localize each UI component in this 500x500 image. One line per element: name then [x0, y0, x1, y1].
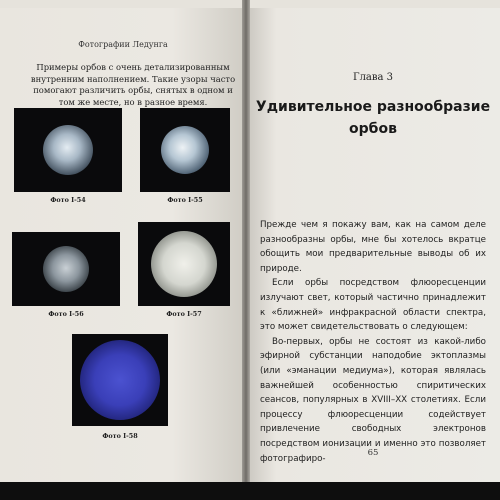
chapter-title — [246, 96, 500, 140]
paragraph: Прежде чем я покажу вам, как на самом деле разнообразны орбы, мне бы хотелось вкратце обощить мои предварительные выводы об их природе. — [260, 220, 486, 274]
orb-photo-56 — [12, 232, 120, 306]
photo-caption: Примеры орбов с очень детализированным внутренним наполнением. Такие узоры часто помогают различить орбы, снятых в одном и том же месте, но в разное время. — [30, 62, 236, 107]
orb-image — [161, 126, 209, 174]
photo-label-57: Фото I-57 — [166, 310, 202, 318]
chapter-title-line-2: орбов — [349, 121, 397, 137]
table-shadow — [0, 482, 500, 500]
paragraph: Если орбы посредством флюоресценции излучают свет, который частично принадлежит к «ближней» инфракрасной области спектра, это может свидетельствовать о следующем: — [260, 278, 486, 333]
orb-photo-54 — [14, 108, 122, 192]
paragraph: Во-первых, орбы не состоят из какой-либо эфирной субстанции наподобие эктоплазмы (или «эманации медиума»), которая являлась важнейшей особенностью спиритических сеансов, популярных в XVIII–XX столетиях. Если процессу флюоресценции содействует привлечение свободных электронов посредством ионизации и именно это позволяет фотографиро- — [260, 336, 486, 464]
orb-image — [80, 340, 160, 420]
orb-photo-55 — [140, 108, 230, 192]
chapter-number: Глава 3 — [352, 72, 394, 83]
running-head: Фотографии Ледунга — [78, 40, 168, 49]
photo-label-58: Фото I-58 — [102, 432, 138, 440]
orb-photo-58 — [72, 334, 168, 426]
orb-image — [151, 231, 217, 297]
orb-image — [43, 125, 93, 175]
photo-label-55: Фото I-55 — [167, 196, 203, 204]
photo-label-54: Фото I-54 — [50, 196, 86, 204]
page-number: 65 — [367, 448, 379, 458]
chapter-body — [260, 218, 486, 466]
chapter-title-line-1: Удивительное разнообразие — [255, 99, 491, 115]
photo-label-56: Фото I-56 — [48, 310, 84, 318]
orb-photo-57 — [138, 222, 230, 306]
orb-image — [43, 246, 89, 292]
